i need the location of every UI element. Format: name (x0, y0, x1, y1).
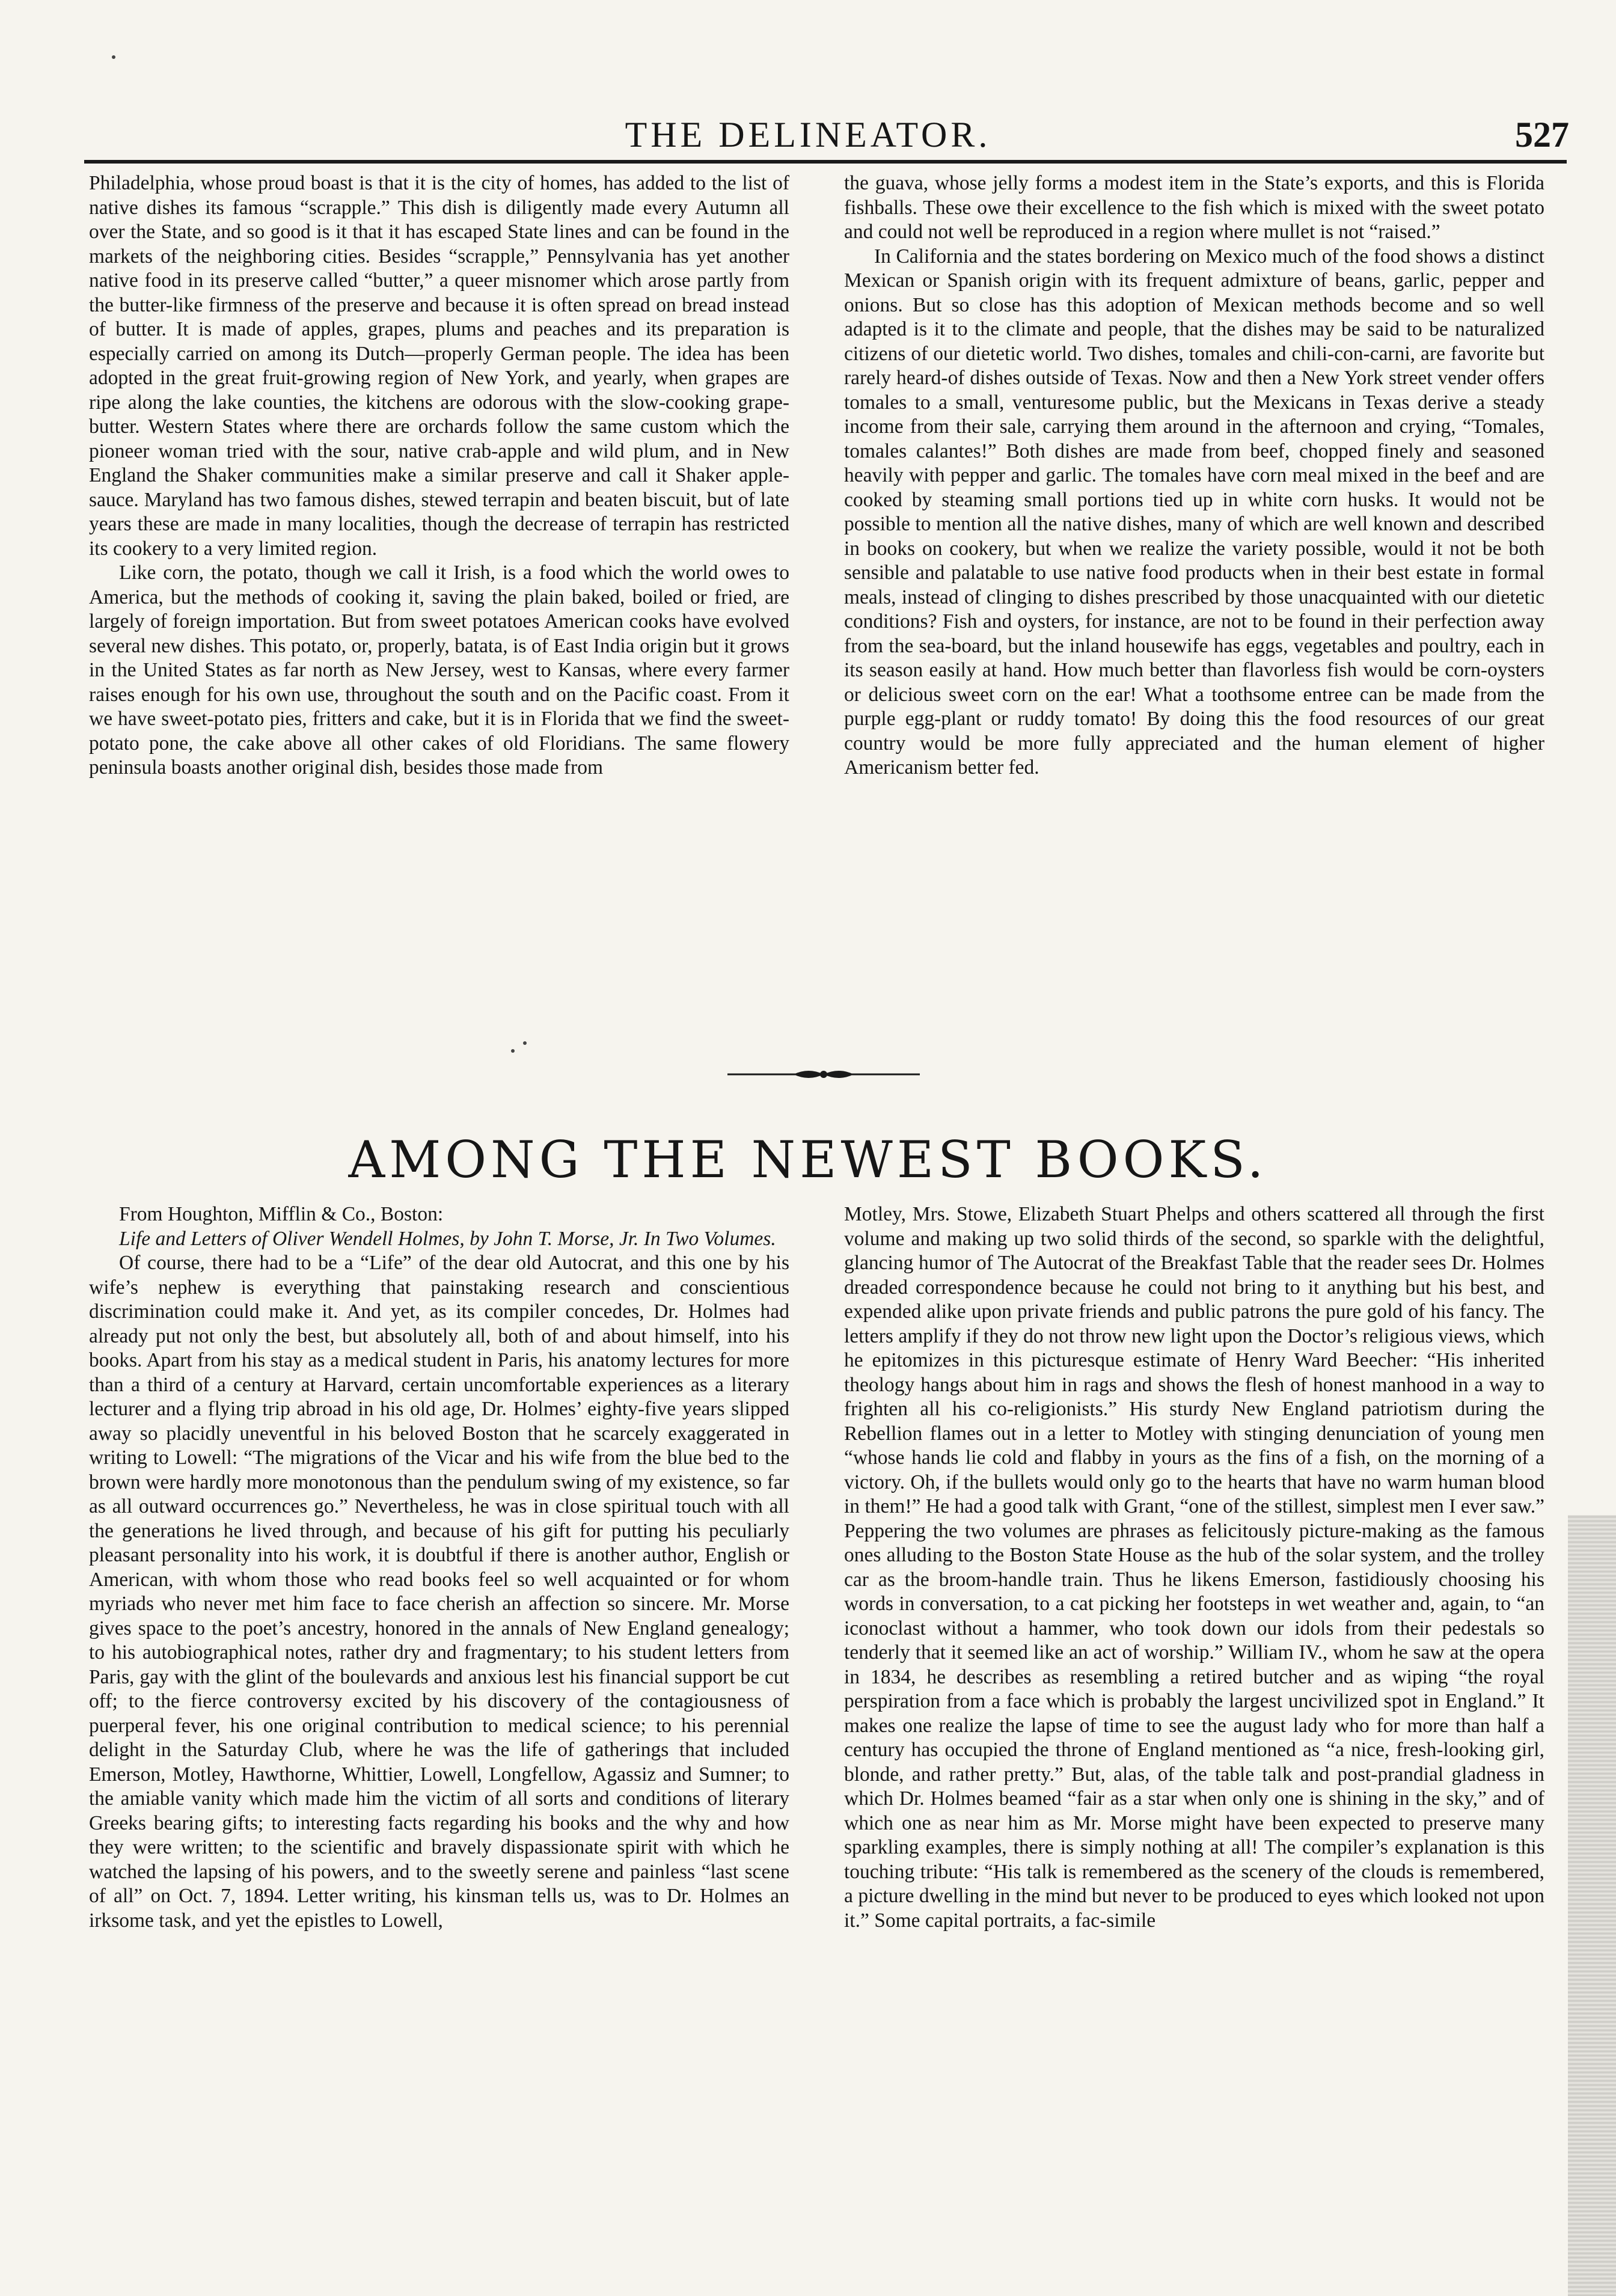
scan-speck (511, 1049, 515, 1053)
review-publisher: From Houghton, Mifflin & Co., Boston: (119, 1203, 444, 1225)
article-paragraph: Philadelphia, whose proud boast is that it is the city of homes, has added to the list of native dishes its famous “scrapple.” This dish is diligently made every Autumn all over the State, and so good is it that it has escaped State lines and can be found in the markets of the neighboring cities. Besides “scrapple,” Pennsylvania has yet another native food in its preserve called “butter,” a queer misnomer which arose partly from the butter-like firmness of the preserve and because it is often spread on bread instead of butter. It is made of apples, grapes, plums and peaches and its preparation is especially carried on among its Dutch—properly German people. The idea has been adopted in the great fruit-growing region of New York, and yearly, when grapes are ripe along the lake counties, the kitchens are odorous with the slow-cooking grape-butter. Western States where there are orchards follow the same custom which the pioneer woman tried with the sour, native crab-apple and wild plum, and in New England the Shaker communities make a similar preserve and call it Shaker apple-sauce. Maryland has two famous dishes, stewed terrapin and beaten biscuit, but of late years these are made in many localities, though the decrease of terrapin has restricted its cookery to a very limited region. (89, 172, 789, 560)
review-book-title: Life and Letters of Oliver Wendell Holmes, by John T. Morse, Jr. In Two Volumes. (119, 1227, 776, 1250)
scan-speck (112, 55, 115, 59)
review-paragraph: Of course, there had to be a “Life” of the dear old Autocrat, and this one by his wife’s nephew is everything that painstaking research and conscientious discrimination could make it. And yet, as its compiler concedes, Dr. Holmes had already put not only the best, but absolutely all, both of and about himself, into his books. Apart from his stay as a medical student in Paris, his anatomy lectures for more than a third of a century at Harvard, certain uncomfortable experiences as a literary lecturer and a flying trip abroad in his old age, Dr. Holmes’ eighty-five years slipped away so placidly uneventful in his beloved Boston that he scarcely exaggerated in writing to Lowell: “The migrations of the Vicar and his wife from the blue bed to the brown were hardly more monotonous than the pendulum swing of my existence, so far as all outward occurrences go.” Nevertheless, he was in close spiritual touch with all the generations he lived through, and because of his gift for putting his peculiarly pleasant personality into his work, it is doubtful if there is another author, English or American, with whom those who read books feel so well acquainted or for whom myriads who never met him face to face cherish an affection so sincere. Mr. Morse gives space to the poet’s ancestry, honored in the annals of New England genealogy; to his autobiographical notes, rather dry and fragmentary; to his student letters from Paris, gay with the glint of the boulevards and anxious lest his financial support be cut off; to the fierce controversy excited by his discovery of the contagiousness of puerperal fever, his one original contribution to medical science; to his perennial delight in the Saturday Club, where he was the life of gatherings that included Emerson, Motley, Hawthorne, Whittier, Lowell, Longfellow, Agassiz and Sumner; to the amiable vanity which made him the victim of all sorts and conditions of literary Greeks bearing gifts; to interesting facts regarding his books and the why and how they were written; to the scientific and bravely dispassionate spirit with which he watched the lapsing of his powers, and to the sweetly serene and painless “last scene of all” on Oct. 7, 1894. Letter writing, his kinsman tells us, was to Dr. Holmes an irksome task, and yet the epistles to Lowell, (89, 1252, 789, 1932)
scan-speck (523, 1041, 527, 1045)
review-paragraph: Motley, Mrs. Stowe, Elizabeth Stuart Phelps and others scattered all through the first volume and making up two solid thirds of the second, so sparkle with the delightful, glancing humor of The Autocrat of the Breakfast Table that the reader sees Dr. Holmes dreaded correspondence because he could not bring to it anything but his best, and expended alike upon private friends and public patrons the pure gold of his fancy. The letters amplify if they do not throw new light upon the Doctor’s religious views, which he epitomizes in this picturesque estimate of Henry Ward Beecher: “His inherited theology hangs about him in rags and shows the flesh of honest manhood in a way to frighten all his co-religionists.” His sturdy New England patriotism during the Rebellion flames out in a letter to Motley with stinging denunciation of young men “whose hands lie cold and flabby in yours as the fins of a fish, on the morning of a victory. Oh, if the bullets would only go to the hearts that have no warm human blood in them!” He had a good talk with Grant, “one of the stillest, simplest men I ever saw.” Peppering the two volumes are phrases as felicitously picture-making as the famous ones alluding to the Boston State House as the hub of the solar system, and the trolley car as the broom-handle train. Thus he likens Emerson, fastidiously choosing his words in conversation, to a cat picking her footsteps in wet weather and, again, to “an iconoclast without a hammer, who took down our idols from their pedestals so tenderly that it seemed like an act of worship.” William IV., whom he saw at the opera in 1834, he describes as resembling a retired butcher and as wiping “the royal perspiration from a face which is probably the largest uncivilized spot in England.” It makes one realize the lapse of time to see the august lady who for more than half a century has occupied the throne of England mentioned as “a nice, fresh-looking girl, blonde, and rather pretty.” But, alas, of the table talk and post-prandial gladness in which Dr. Holmes beamed “fair as a star when only one is shining in the sky,” and of which one as near him as Mr. Morse might have been expected to preserve many sparkling examples, there is simply nothing at all! The compiler’s explanation is this touching tribute: “His talk is remembered as the scenery of the clouds is remembered, a picture dwelling in the mind but never to be produced to eyes which looked not upon it.” Some capital portraits, a fac-simile (844, 1203, 1544, 1932)
running-title: THE DELINEATOR. (625, 115, 991, 155)
article-left-column (89, 171, 789, 780)
article-paragraph: In California and the states bordering on Mexico much of the food shows a distinct Mexican or Spanish origin with its frequent admixture of beans, garlic, pepper and onions. But so close has this adoption of Mexican methods become and so well adapted is it to the climate and people, that the dishes may be said to be naturalized citizens of our dietetic world. Two dishes, tomales and chili-con-carni, are favorite but rarely heard-of dishes outside of Texas. Now and then a New York street vender offers tomales to a small, venturesome public, but the Mexicans in Texas derive a steady income from their sale, carrying them around in the afternoon and crying, “Tomales, tomales calantes!” Both dishes are made from beef, chopped finely and seasoned heavily with pepper and garlic. The tomales have corn meal mixed in the beef and are cooked by steaming small portions tied up in white corn husks. It would not be possible to mention all the native dishes, many of which are well known and described in books on cookery, but when we realize the variety possible, would it not be both sensible and palatable to use native food products when in their best estate in formal meals, instead of clinging to dishes prescribed by those unacquainted with our dietetic conditions? Fish and oysters, for instance, are not to be found in their perfection away from the sea-board, but the inland housewife has eggs, vegetables and poultry, each in its season easily at hand. How much better than flavorless fish would be corn-oysters or delicious sweet corn on the ear! What a toothsome entree can be made from the purple egg-plant or ruddy tomato! By doing this the food resources of our great country would be more fully appreciated and the human element of higher Americanism better fed. (844, 245, 1544, 779)
article-paragraph: Like corn, the potato, though we call it Irish, is a food which the world owes to America, but the methods of cooking it, saving the plain baked, boiled or fried, are largely of foreign importation. But from sweet potatoes American cooks have evolved several new dishes. This potato, or, properly, batata, is of East India origin but it grows in the United States as far north as New Jersey, west to Kansas, where every farmer raises enough for his own use, throughout the south and on the Pacific coast. From it we have sweet-potato pies, fritters and cake, but it is in Florida that we find the sweet-potato pone, the cake above all other cakes of old Floridians. The same flowery peninsula boasts another original dish, besides those made from (89, 562, 789, 779)
scan-edge-noise (1568, 1515, 1616, 2296)
section-divider-ornament (727, 1065, 920, 1083)
article-right-column (844, 171, 1544, 780)
review-left-column (89, 1202, 789, 1933)
page-number: 527 (1515, 115, 1569, 155)
header-rule (84, 160, 1567, 164)
article-paragraph: the guava, whose jelly forms a modest item in the State’s exports, and this is Florida fishballs. These owe their excellence to the fish which is mixed with the sweet potato and could not well be reproduced in a region where mullet is not “raised.” (844, 172, 1544, 243)
review-right-column (844, 1202, 1544, 1933)
section-heading: AMONG THE NEWEST BOOKS. (348, 1130, 1268, 1189)
